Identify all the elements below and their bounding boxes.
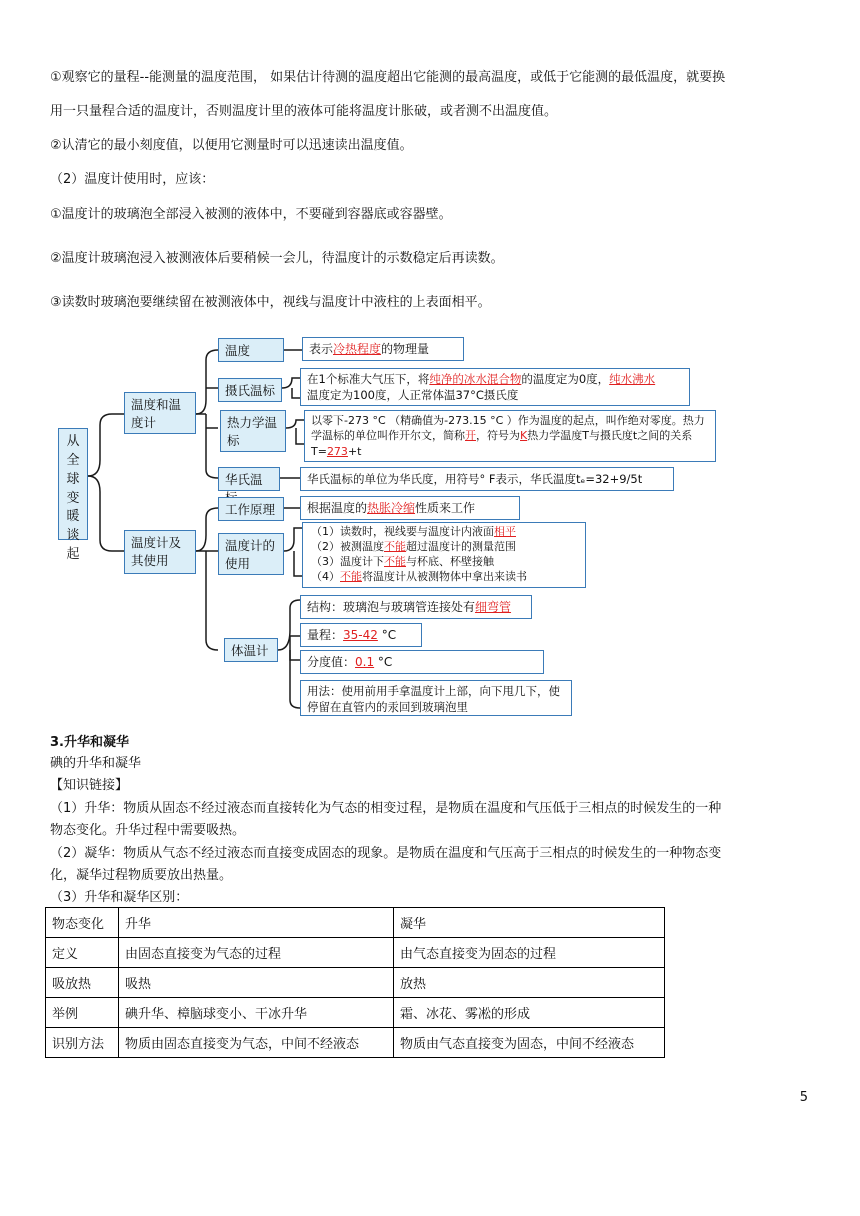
deposition-def-line2: 化，凝华过程物质要放出热量。 — [50, 868, 233, 883]
intro-paragraph-2: ②认清它的最小刻度值，以便用它测量时可以迅速读出温度值。 — [50, 138, 413, 153]
sublimation-def-line2: 物态变化。升华过程中需要吸热。 — [50, 823, 246, 838]
table-cell: 升华 — [119, 908, 394, 938]
table-cell: 由气态直接变为固态的过程 — [394, 938, 665, 968]
section-subtitle: 碘的升华和凝华 — [50, 756, 142, 771]
mindmap-branch-thermometer: 温度计及其使用 — [124, 530, 196, 574]
detail-range: 量程：35-42 °C — [300, 623, 422, 647]
table-cell: 定义 — [46, 938, 119, 968]
node-celsius: 摄氏温标 — [218, 378, 282, 402]
page-number: 5 — [799, 1090, 808, 1105]
detail-principle: 根据温度的热胀冷缩性质来工作 — [300, 496, 520, 520]
table-cell: 放热 — [394, 968, 665, 998]
table-cell: 碘升华、樟脑球变小、干冰升华 — [119, 998, 394, 1028]
table-row — [46, 938, 665, 968]
detail-method: 用法：使用前用手拿温度计上部，向下甩几下，使停留在直管内的汞回到玻璃泡里 — [300, 680, 572, 716]
detail-temperature: 表示冷热程度的物理量 — [302, 337, 464, 361]
table-cell: 吸热 — [119, 968, 394, 998]
detail-celsius: 在1个标准大气压下，将纯净的冰水混合物的温度定为0度，纯水沸水 温度定为100度，人正常体温37°C摄氏度 — [300, 368, 690, 406]
detail-fahrenheit: 华氏温标的单位为华氏度，用符号° F表示，华氏温度tₑ=32+9/5t — [300, 467, 674, 491]
difference-heading: （3）升华和凝华区别： — [50, 890, 189, 905]
table-cell: 吸放热 — [46, 968, 119, 998]
sublimation-def-line1: （1）升华：物质从固态不经过液态而直接转化为气态的相变过程，是物质在温度和气压低于三相点的时候发生的一种 — [50, 801, 722, 816]
node-thermodynamic: 热力学温标 — [220, 410, 286, 452]
intro-paragraph-4: ①温度计的玻璃泡全部浸入被测的液体中，不要碰到容器底或容器壁。 — [50, 207, 452, 222]
section-title: 3.升华和凝华 — [50, 735, 129, 750]
detail-usage: （1）读数时，视线要与温度计内液面相平 （2）被测温度不能超过温度计的测量范围 （3）温度计下不能与杯底、杯壁接触 （4）不能将温度计从被测物体中拿出来读书 — [302, 522, 586, 588]
intro-paragraph-6: ③读数时玻璃泡要继续留在被测液体中，视线与温度计中液柱的上表面相平。 — [50, 295, 491, 310]
table-cell: 物质由固态直接变为气态，中间不经液态 — [119, 1028, 394, 1058]
table-cell: 举例 — [46, 998, 119, 1028]
intro-paragraph-1: ①观察它的量程--能测量的温度范围， 如果估计待测的温度超出它能测的最高温度，或低于它能测的最低温度，就要换 — [50, 70, 726, 85]
mindmap-root: 从全球变暖谈起 — [58, 428, 88, 540]
table-cell: 物态变化 — [46, 908, 119, 938]
intro-paragraph-1-cont: 用一只量程合适的温度计，否则温度计里的液体可能将温度计胀破，或者测不出温度值。 — [50, 104, 558, 119]
table-cell: 由固态直接变为气态的过程 — [119, 938, 394, 968]
deposition-def-line1: （2）凝华：物质从气态不经过液态而直接变成固态的现象。是物质在温度和气压高于三相点的时候发生的一种物态变 — [50, 846, 722, 861]
node-working-principle: 工作原理 — [218, 497, 284, 521]
table-row — [46, 998, 665, 1028]
node-usage: 温度计的使用 — [218, 533, 284, 575]
table-cell: 凝华 — [394, 908, 665, 938]
table-cell: 识别方法 — [46, 1028, 119, 1058]
table-row — [46, 1028, 665, 1058]
table-cell: 霜、冰花、雾凇的形成 — [394, 998, 665, 1028]
table-cell: 物质由气态直接变为固态，中间不经液态 — [394, 1028, 665, 1058]
node-temperature: 温度 — [218, 338, 284, 362]
detail-structure: 结构：玻璃泡与玻璃管连接处有细弯管 — [300, 595, 532, 619]
intro-paragraph-5: ②温度计玻璃泡浸入被测液体后要稍候一会儿，待温度计的示数稳定后再读数。 — [50, 251, 504, 266]
knowledge-link-label: 【知识链接】 — [50, 778, 129, 793]
table-row — [46, 968, 665, 998]
table-row — [46, 908, 665, 938]
node-fahrenheit: 华氏温 — [218, 467, 280, 491]
detail-division: 分度值：0.1 °C — [300, 650, 544, 674]
detail-thermodynamic: 以零下-273 °C （精确值为-273.15 °C ）作为温度的起点，叫作绝对零度。热力学温标的单位叫作开尔文，简称开，符号为K热力学温度T与摄氏度t之间的关系T=273+t — [304, 410, 716, 462]
comparison-table — [45, 907, 665, 1058]
intro-paragraph-3: （2）温度计使用时，应该： — [50, 172, 215, 187]
node-clinical-thermometer: 体温计 — [224, 638, 278, 662]
mindmap-branch-temperature: 温度和温度计 — [124, 392, 196, 434]
